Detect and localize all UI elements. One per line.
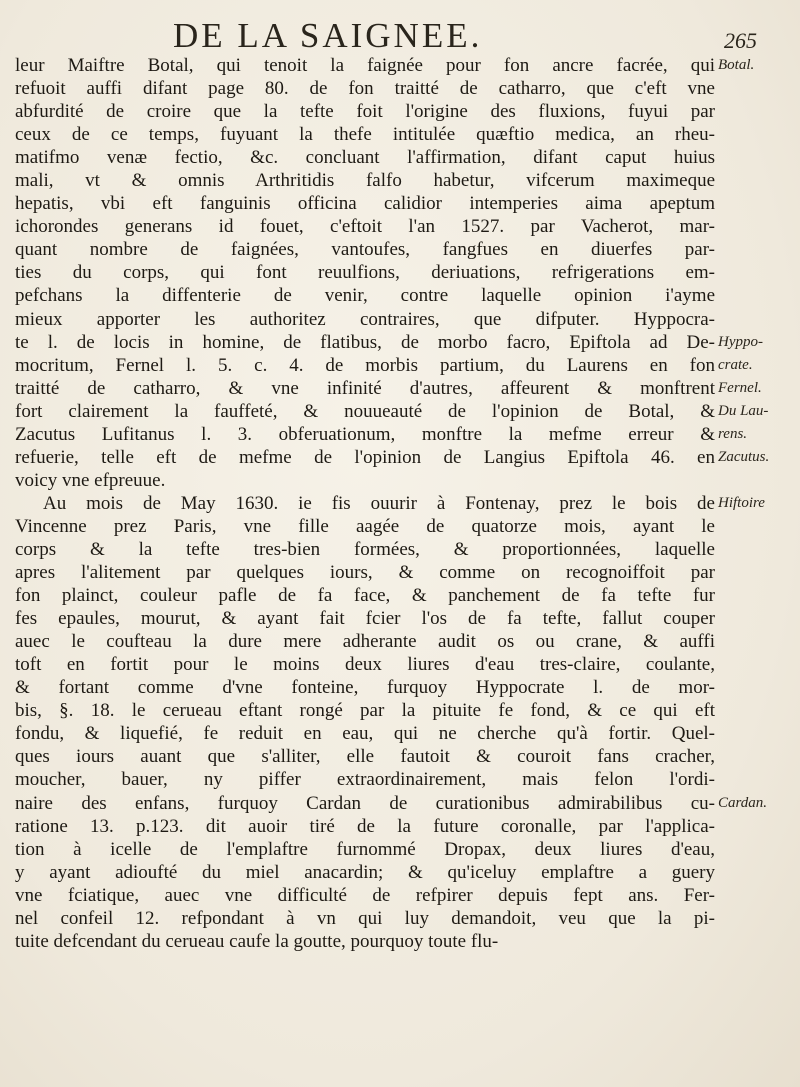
margin-note: Hiftoire <box>718 494 765 511</box>
text-line: corps & la tefte tres-bien formées, & proportionnées, laquelle <box>15 538 715 560</box>
text-line: Zacutus Lufitanus l. 3. obferuationum, monftre la mefme erreur & <box>15 423 715 445</box>
text-line: matifmo venæ fectio, &c. concluant l'affirmation, difant caput huius <box>15 147 715 169</box>
text-line: Au mois de May 1630. ie fis ouurir à Fontenay, prez le bois de <box>43 492 715 514</box>
text-line: Vincenne prez Paris, vne fille aagée de quatorze mois, ayant le <box>15 515 715 537</box>
text-line: apres l'alitement par quelques iours, & comme on recognoiffoit par <box>15 562 715 584</box>
running-title: DE LA SAIGNEE. <box>173 16 483 55</box>
text-line: ties du corps, qui font reuulfions, deriuations, refrigerations em- <box>15 262 715 284</box>
text-line: mocritum, Fernel l. 5. c. 4. de morbis partium, du Laurens en fon <box>15 354 715 376</box>
text-line: abfurdité de croire que la tefte foit l'origine des fluxions, fuyui par <box>15 101 715 123</box>
text-line: voicy vne efpreuue. <box>15 469 166 491</box>
text-line: auec le coufteau la dure mere adherante audit os ou crane, & auffi <box>15 631 715 653</box>
margin-note: rens. <box>718 425 748 442</box>
text-line: te l. de locis in homine, de flatibus, de morbo facro, Epiftola ad De- <box>15 331 715 353</box>
text-line: y ayant adioufté du miel anacardin; & qu'iceluy emplaftre a guery <box>15 861 715 883</box>
text-line: hepatis, vbi eft fanguinis officina calidior intemperies aima apeptum <box>15 193 715 215</box>
page-number: 265 <box>724 28 757 53</box>
page-header <box>0 14 800 54</box>
margin-note: Du Lau- <box>718 402 769 419</box>
margin-note: Hyppo- <box>718 333 763 350</box>
text-line: leur Maiftre Botal, qui tenoit la faignée pour fon ancre facrée, qui <box>15 55 715 76</box>
text-line: nel confeil 12. refpondant à vn qui luy demandoit, veu que la pi- <box>15 907 715 929</box>
text-line: tuite defcendant du cerueau caufe la goutte, pourquoy toute flu- <box>15 930 499 952</box>
text-line: bis, §. 18. le cerueau eftant rongé par la pituite fe fond, & ce qui eft <box>15 700 715 722</box>
text-line: quant nombre de faignées, vantoufes, fangfues en diuerfes par- <box>15 239 715 261</box>
text-line: vne fciatique, auec vne difficulté de refpirer depuis fept ans. Fer- <box>15 884 715 906</box>
margin-note: Cardan. <box>718 794 768 811</box>
text-line: tion à icelle de l'emplaftre furnommé Dropax, deux liures d'eau, <box>15 838 715 860</box>
text-line: ichorondes generans id fouet, c'eftoit l'an 1527. par Vacherot, mar- <box>15 216 715 238</box>
text-line: fort clairement la fauffeté, & nouueauté de l'opinion de Botal, & <box>15 400 715 422</box>
text-line: refuerie, telle eft de mefme de l'opinion de Langius Epiftola 46. en <box>15 446 715 468</box>
text-line: naire des enfans, furquoy Cardan de curationibus admirabilibus cu- <box>15 792 715 814</box>
text-line: fes epaules, mourut, & ayant fait fcier l'os de fa tefte, fallut couper <box>15 608 715 630</box>
text-line: traitté de catharro, & vne infinité d'autres, affeurent & monftrent <box>15 377 715 399</box>
body-text <box>15 54 715 953</box>
text-line: ratione 13. p.123. dit auoir tiré de la future coronalle, par l'applica- <box>15 815 715 837</box>
text-line: ques iours auant que s'alliter, elle fautoit & couroit fans cracher, <box>15 746 715 768</box>
text-line: fon plainct, couleur pafle de fa face, & panchement de fa tefte fur <box>15 585 715 607</box>
text-line: fondu, & liquefié, fe reduit en eau, qui ne cherche qu'à fortir. Quel- <box>15 723 715 745</box>
text-line: pefchans la diffenterie de venir, contre laquelle opinion i'ayme <box>15 285 715 307</box>
text-line: mali, vt & omnis Arthritidis falfo habetur, vifcerum maximeque <box>15 170 715 192</box>
text-line: mieux apporter les authoritez contraires, que difputer. Hyppocra- <box>15 308 715 330</box>
margin-note: crate. <box>718 356 753 373</box>
margin-note: Botal. <box>718 57 755 73</box>
margin-note: Fernel. <box>718 379 762 396</box>
text-line: ceux de ce temps, fuyuant la thefe intitulée quæftio medica, an rheu- <box>15 124 715 146</box>
margin-note: Zacutus. <box>718 448 770 465</box>
text-line: moucher, bauer, ny piffer extraordinairement, mais felon l'ordi- <box>15 769 715 791</box>
text-line: refuoit auffi difant page 80. de fon traitté de catharro, que c'eft vne <box>15 78 715 100</box>
text-line: toft en fortit pour le moins deux liures d'eau tres-claire, coulante, <box>15 654 715 676</box>
text-line: & fortant comme d'vne fonteine, furquoy Hyppocrate l. de mor- <box>15 677 715 699</box>
